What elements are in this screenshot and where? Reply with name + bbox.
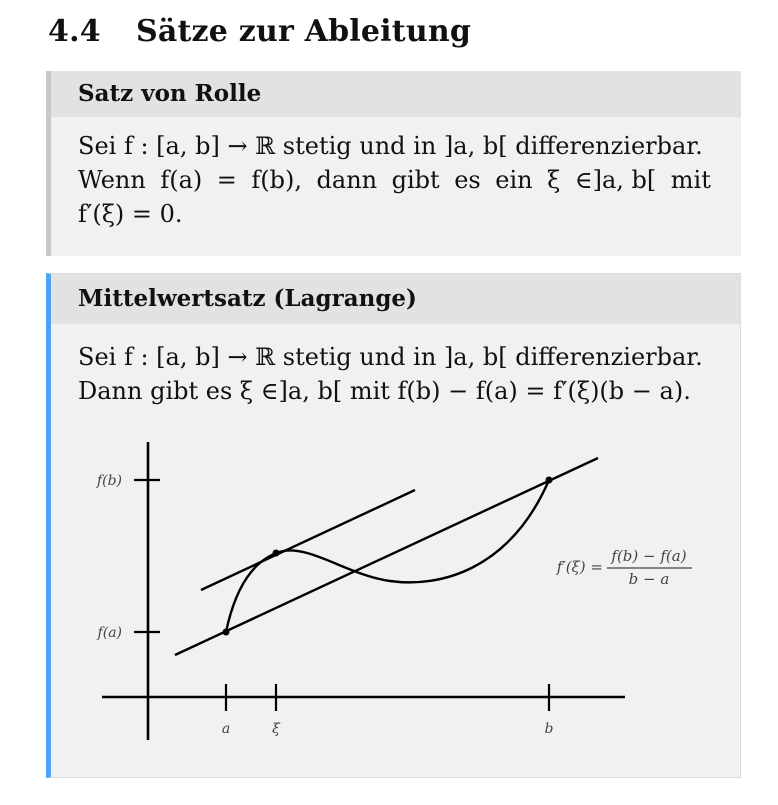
rolle-word: gibt [391,166,440,194]
label-fb: f(b) [96,473,122,489]
rolle-word: ein [495,166,533,194]
rolle-word: = [216,166,237,194]
rolle-word: ξ [547,166,561,194]
section-title: Sätze zur Ableitung [136,14,472,49]
point-xi [273,550,280,557]
section-number: 4.4 [48,14,101,49]
rolle-word: f(a) [160,166,203,194]
label-fa: f(a) [97,625,122,641]
point-a [223,629,230,636]
tangent-line [201,490,415,590]
secant-line [175,458,598,655]
lagrange-line-2: Dann gibt es ξ ∈]a, b[ mit f(b) − f(a) = f′(ξ)(b − a). [78,377,691,405]
point-b [546,477,553,484]
label-a: a [221,721,231,737]
rolle-word: ∈]a, b[ [574,166,657,194]
rolle-line-1: Sei f : [a, b] → ℝ stetig und in ]a, b[ differenzierbar. [78,132,703,160]
formula-lhs: f′(ξ) = [556,558,603,576]
rolle-word: mit [670,166,711,194]
label-b: b [544,721,554,737]
rolle-line-3: f′(ξ) = 0. [78,200,183,228]
lagrange-theorem-title: Mittelwertsatz (Lagrange) [51,274,740,324]
label-xi: ξ [272,721,280,737]
rolle-word: f(b), [251,166,303,194]
rolle-word: es [454,166,481,194]
formula-numerator: f(b) − f(a) [611,547,687,565]
rolle-word: Wenn [78,166,146,194]
lagrange-line-1: Sei f : [a, b] → ℝ stetig und in ]a, b[ differenzierbar. [78,343,703,371]
formula-denominator: b − a [628,570,670,588]
rolle-theorem-title: Satz von Rolle [51,71,741,117]
rolle-word: dann [316,166,378,194]
